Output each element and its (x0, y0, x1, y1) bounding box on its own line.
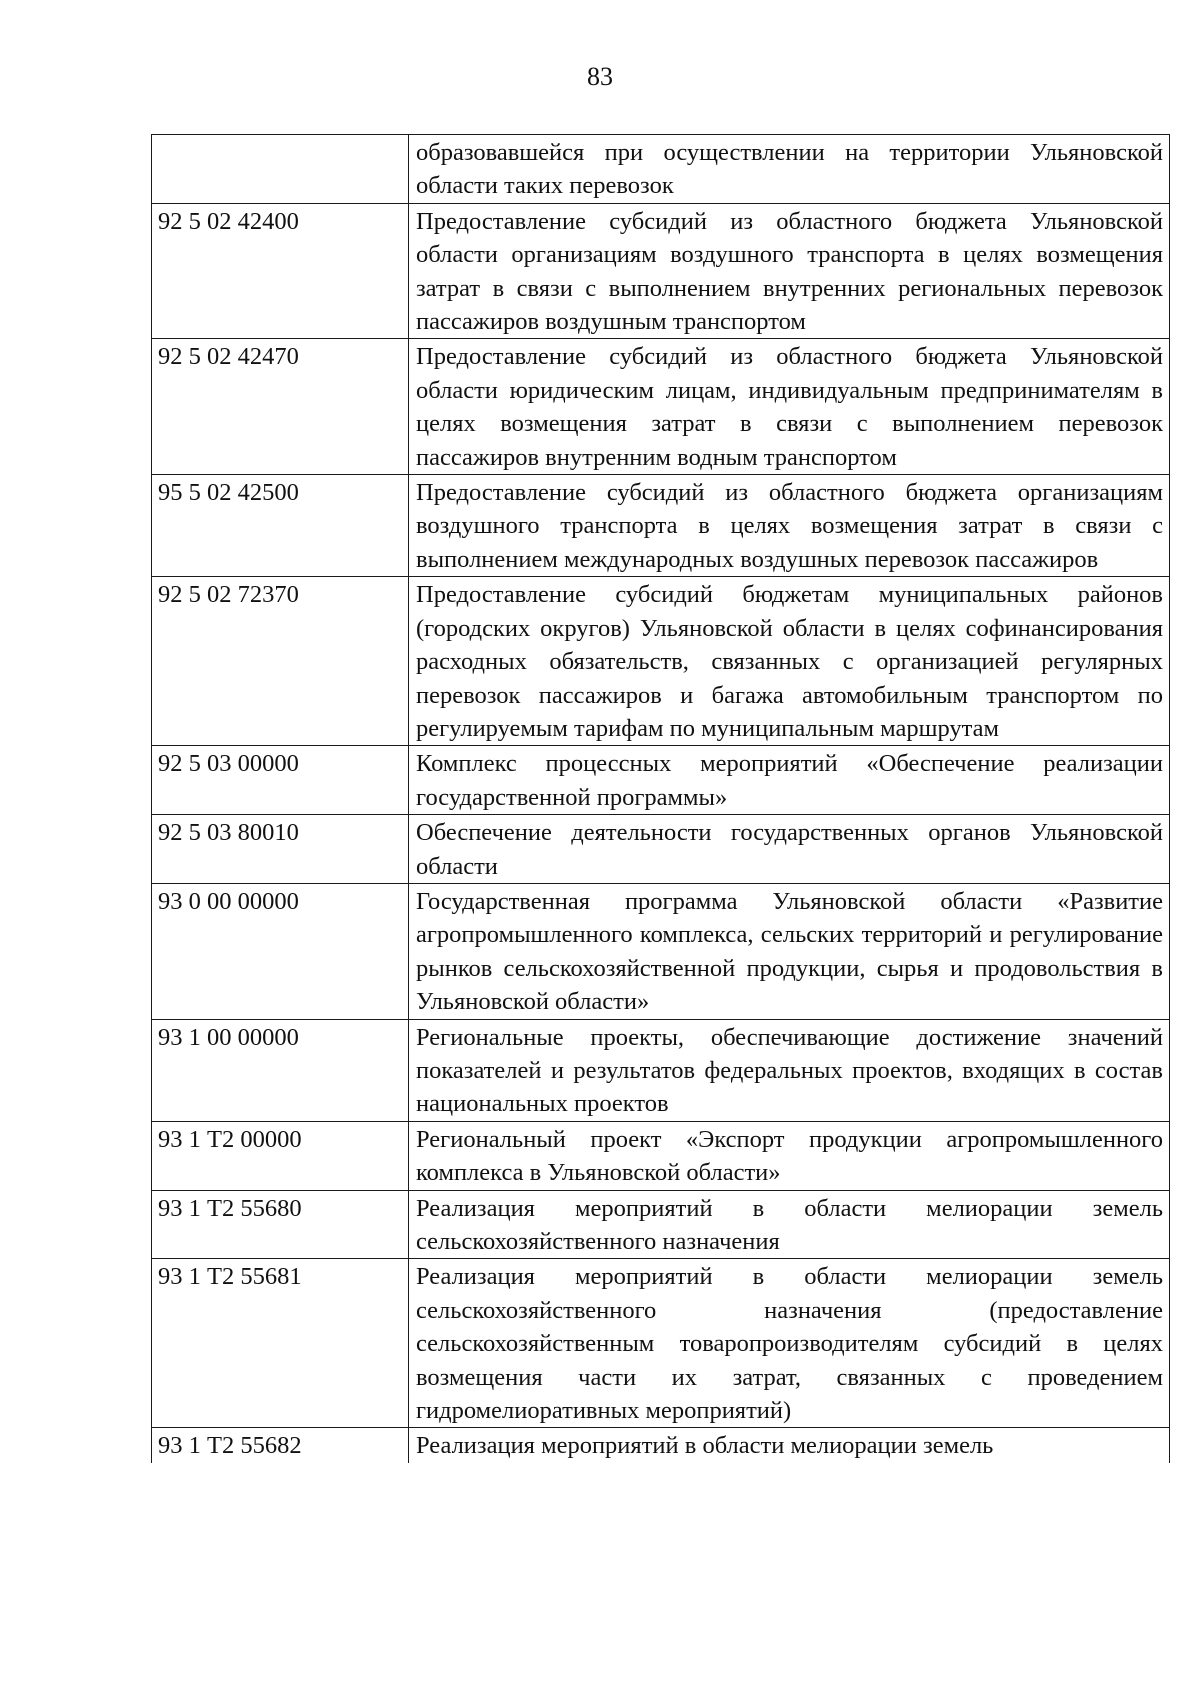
row-description: Реализация мероприятий в области мелиорации земель сельскохозяйственного назначения (409, 1190, 1170, 1259)
row-code: 93 1 Т2 55682 (152, 1428, 409, 1463)
row-description: Предоставление субсидий из областного бюджета Ульяновской области юридическим лицам, индивидуальным предпринимателям в целях возмещения затрат в связи с выполнением перевозок пассажиров внутренним водным транспортом (409, 339, 1170, 475)
row-code (152, 135, 409, 204)
table-row (152, 815, 1170, 884)
row-code: 93 1 Т2 55681 (152, 1259, 409, 1428)
table-row (152, 475, 1170, 577)
row-description: Предоставление субсидий бюджетам муниципальных районов (городских округов) Ульяновской области в целях софинансирования расходных обязательств, связанных с организацией регулярных перевозок пассажиров и багажа автомобильным транспортом по регулируемым тарифам по муниципальным маршрутам (409, 577, 1170, 746)
row-code: 93 1 00 00000 (152, 1019, 409, 1121)
row-description: образовавшейся при осуществлении на территории Ульяновской области таких перевозок (409, 135, 1170, 204)
row-description: Реализация мероприятий в области мелиорации земель (409, 1428, 1170, 1463)
row-description: Предоставление субсидий из областного бюджета Ульяновской области организациям воздушного транспорта в целях возмещения затрат в связи с выполнением внутренних региональных перевозок пассажиров воздушным транспортом (409, 203, 1170, 339)
row-code: 95 5 02 42500 (152, 475, 409, 577)
row-code: 93 0 00 00000 (152, 883, 409, 1019)
row-description: Обеспечение деятельности государственных органов Ульяновской области (409, 815, 1170, 884)
budget-classification-table (151, 134, 1170, 1463)
row-code: 92 5 03 80010 (152, 815, 409, 884)
row-description: Региональные проекты, обеспечивающие достижение значений показателей и результатов федеральных проектов, входящих в состав национальных проектов (409, 1019, 1170, 1121)
table-row (152, 883, 1170, 1019)
row-description: Предоставление субсидий из областного бюджета организациям воздушного транспорта в целях возмещения затрат в связи с выполнением международных воздушных перевозок пассажиров (409, 475, 1170, 577)
page-number: 83 (587, 62, 613, 91)
row-code: 92 5 02 42400 (152, 203, 409, 339)
row-description: Реализация мероприятий в области мелиорации земель сельскохозяйственного назначения (предоставление сельскохозяйственным товаропроизводителям субсидий в целях возмещения части их затрат, связанных с проведением гидромелиоративных мероприятий) (409, 1259, 1170, 1428)
table-row (152, 1259, 1170, 1428)
row-code: 92 5 02 72370 (152, 577, 409, 746)
row-description: Государственная программа Ульяновской области «Развитие агропромышленного комплекса, сельских территорий и регулирование рынков сельскохозяйственной продукции, сырья и продовольствия в Ульяновской области» (409, 883, 1170, 1019)
table-row (152, 203, 1170, 339)
table-row (152, 339, 1170, 475)
row-code: 92 5 03 00000 (152, 746, 409, 815)
row-description: Региональный проект «Экспорт продукции агропромышленного комплекса в Ульяновской области» (409, 1121, 1170, 1190)
row-code: 93 1 Т2 55680 (152, 1190, 409, 1259)
row-code: 92 5 02 42470 (152, 339, 409, 475)
table-row (152, 1121, 1170, 1190)
row-code: 93 1 Т2 00000 (152, 1121, 409, 1190)
table-row (152, 577, 1170, 746)
row-description: Комплекс процессных мероприятий «Обеспечение реализации государственной программы» (409, 746, 1170, 815)
table-row (152, 1019, 1170, 1121)
table-row (152, 135, 1170, 204)
table-row (152, 746, 1170, 815)
table-row (152, 1428, 1170, 1463)
table-row (152, 1190, 1170, 1259)
